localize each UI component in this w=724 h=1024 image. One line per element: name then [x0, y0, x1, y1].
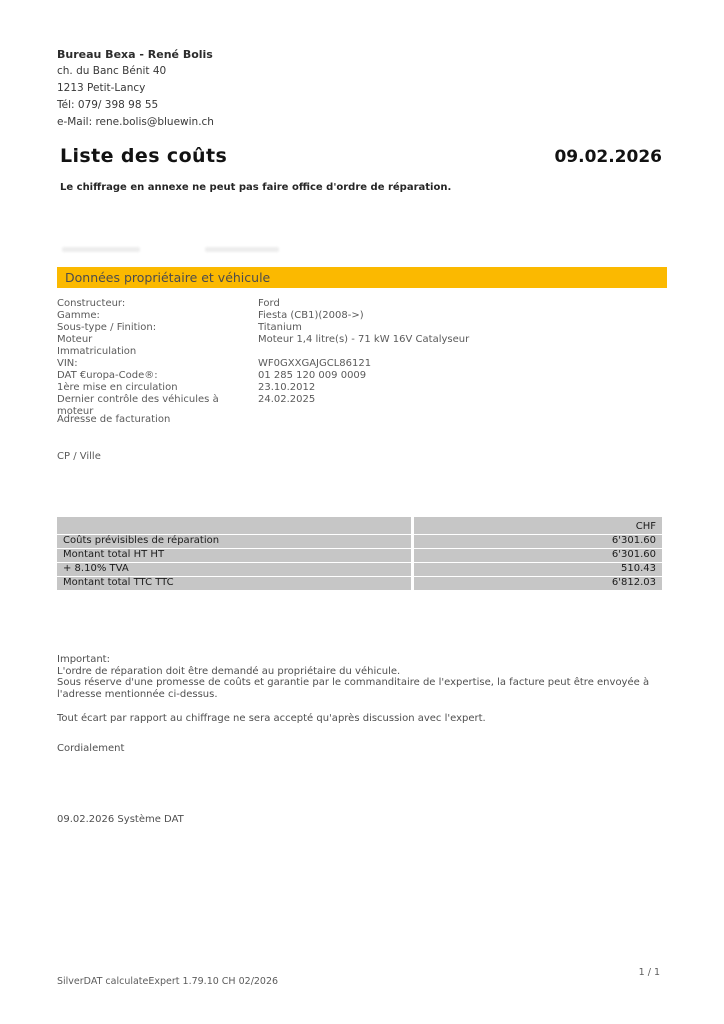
important-note	[57, 654, 671, 700]
field-value: Ford	[258, 298, 280, 309]
closing-text: Cordialement	[57, 743, 125, 754]
totals-row-label: Coûts prévisibles de réparation	[57, 535, 411, 548]
vehicle-row	[57, 358, 667, 370]
vehicle-row	[57, 382, 667, 394]
footer-version-text: SilverDAT calculateExpert 1.79.10 CH 02/2026	[57, 976, 279, 987]
page-number: 1 / 1	[638, 967, 660, 978]
totals-row	[57, 563, 662, 576]
generated-stamp: 09.02.2026 Système DAT	[57, 814, 184, 825]
sender-city: 1213 Petit-Lancy	[57, 82, 146, 94]
disclaimer-text: Le chiffrage en annexe ne peut pas faire office d'ordre de réparation.	[60, 182, 452, 193]
totals-row-value: 510.43	[414, 563, 662, 576]
totals-header-row	[57, 517, 662, 534]
billing-address-label: Adresse de facturation	[57, 414, 171, 425]
vehicle-row	[57, 334, 667, 346]
field-value: Fiesta (CB1)(2008->)	[258, 310, 364, 321]
vehicle-row	[57, 370, 667, 382]
letterhead	[57, 46, 214, 131]
field-label: Sous-type / Finition:	[57, 322, 157, 333]
totals-table	[57, 517, 662, 591]
redacted-line-1	[62, 247, 140, 252]
field-label: 1ère mise en circulation	[57, 382, 178, 393]
field-value: Moteur 1,4 litre(s) - 71 kW 16V Catalyseur	[258, 334, 470, 345]
field-label: Immatriculation	[57, 346, 137, 357]
field-label: DAT €uropa-Code®:	[57, 370, 158, 381]
field-label: VIN:	[57, 358, 78, 369]
important-line-1: L'ordre de réparation doit être demandé au propriétaire du véhicule.	[57, 665, 401, 677]
vehicle-data-list	[57, 298, 667, 418]
important-label: Important:	[57, 654, 110, 665]
totals-row-value: 6'301.60	[414, 549, 662, 562]
sender-email: e-Mail: rene.bolis@bluewin.ch	[57, 116, 214, 128]
totals-row-value: 6'301.60	[414, 535, 662, 548]
document-date: 09.02.2026	[554, 147, 662, 167]
field-label: Gamme:	[57, 310, 100, 321]
section-header-owner-vehicle: Données propriétaire et véhicule	[57, 267, 667, 288]
field-label: Dernier contrôle des véhicules à moteur	[57, 394, 219, 417]
sender-street: ch. du Banc Bénit 40	[57, 65, 167, 77]
vehicle-row	[57, 310, 667, 322]
title-row	[60, 145, 662, 167]
field-value: 01 285 120 009 0009	[258, 370, 367, 381]
deviation-note: Tout écart par rapport au chiffrage ne sera accepté qu'après discussion avec l'expert.	[57, 713, 486, 724]
vehicle-row	[57, 322, 667, 334]
field-value: Titanium	[258, 322, 302, 333]
sender-name: Bureau Bexa - René Bolis	[57, 48, 213, 61]
field-value: WF0GXXGAJGCL86121	[258, 358, 372, 369]
zip-city-label: CP / Ville	[57, 451, 101, 462]
totals-header-label-cell	[57, 517, 411, 534]
redacted-line-2	[205, 247, 279, 252]
totals-row	[57, 577, 662, 590]
field-value: 23.10.2012	[258, 382, 316, 393]
totals-row-value: 6'812.03	[414, 577, 662, 590]
vehicle-row	[57, 346, 667, 358]
field-value: 24.02.2025	[258, 394, 316, 405]
vehicle-row	[57, 298, 667, 310]
totals-row-label: Montant total HT HT	[57, 549, 411, 562]
totals-header-currency-cell: CHF	[414, 517, 662, 534]
important-line-2: Sous réserve d'une promesse de coûts et garantie par le commanditaire de l'expertise, la facture peut être envoyée à l'adresse mentionnée ci-dessus.	[57, 677, 650, 700]
totals-row-label: + 8.10% TVA	[57, 563, 411, 576]
field-value	[258, 346, 667, 358]
totals-row	[57, 549, 662, 562]
field-label: Moteur	[57, 334, 93, 345]
field-label: Constructeur:	[57, 298, 126, 309]
page-title: Liste des coûts	[60, 145, 228, 167]
totals-row	[57, 535, 662, 548]
totals-row-label: Montant total TTC TTC	[57, 577, 411, 590]
sender-phone: Tél: 079/ 398 98 55	[57, 99, 159, 111]
